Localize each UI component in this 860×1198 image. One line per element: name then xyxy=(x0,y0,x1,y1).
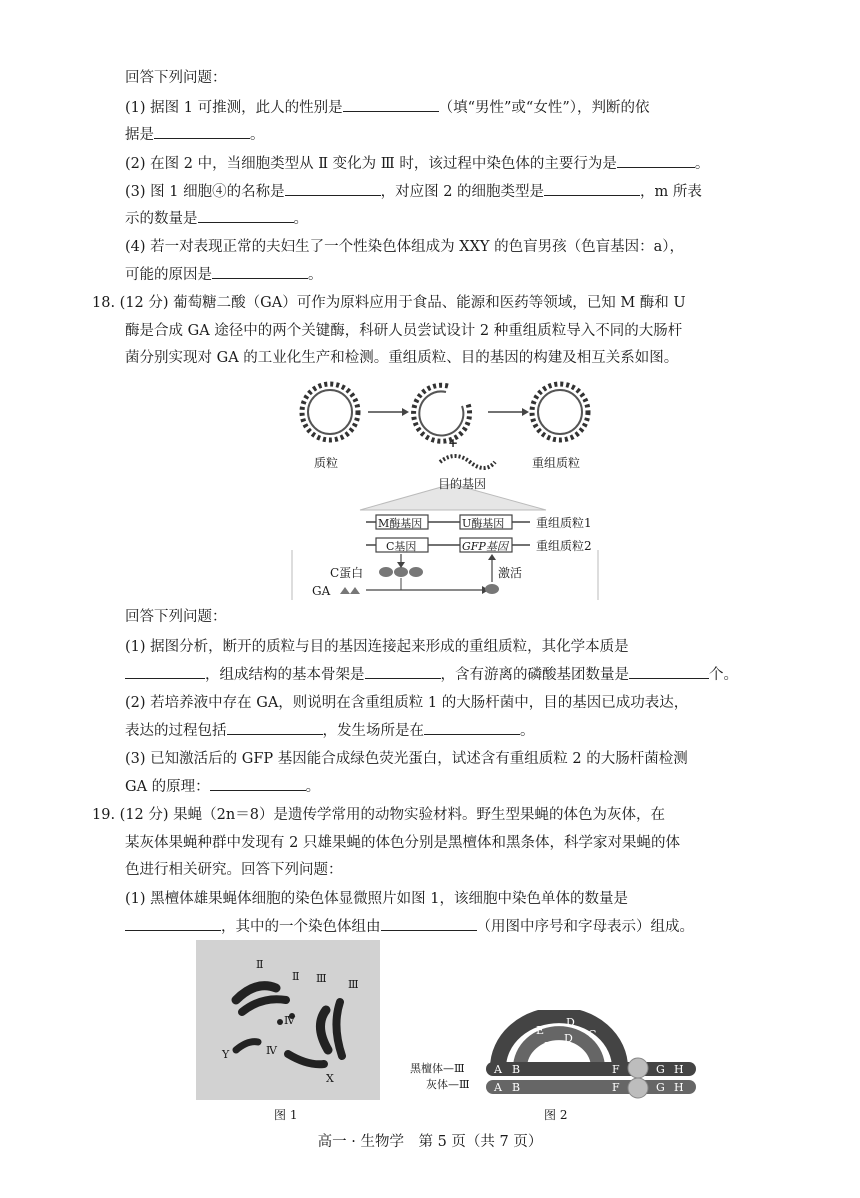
answer-blank[interactable] xyxy=(544,181,640,196)
answer-blank[interactable] xyxy=(210,776,306,791)
answer-blank[interactable] xyxy=(381,916,477,931)
gene-letter: B xyxy=(512,1081,521,1094)
q18-intro: 回答下列问题： xyxy=(125,609,227,625)
answer-blank[interactable] xyxy=(629,664,709,679)
q18-p2-end: 。 xyxy=(520,723,535,739)
q18-p3-end: 。 xyxy=(305,779,321,795)
gene-letter: A xyxy=(494,1081,502,1094)
u-gene-label: U酶基因 xyxy=(462,517,505,530)
q17-p4-end: 。 xyxy=(308,267,323,283)
q18-p1-text-d: 个。 xyxy=(709,667,738,683)
answer-blank[interactable] xyxy=(343,97,439,112)
q18-part3: (3) 已知激活后的 GFP 基因能合成绿色荧光蛋白，试述含有重组质粒 2 的大肠杆菌检测 xyxy=(125,751,688,767)
gene-letter: E xyxy=(536,1024,545,1037)
q17-part1 xyxy=(125,97,650,118)
answer-blank[interactable] xyxy=(125,664,205,679)
q17-p1-text-c: 据是 xyxy=(125,127,154,143)
q18-p1-text-c: ，含有游离的磷酸基团数量是 xyxy=(440,667,629,683)
q17-part2 xyxy=(125,153,709,174)
answer-blank[interactable] xyxy=(365,664,441,679)
chromosome-label: Ⅱ xyxy=(256,958,264,971)
gene-letter: D xyxy=(564,1032,573,1045)
q19-p1-text-c: （用图中序号和字母表示）组成。 xyxy=(476,919,694,935)
q17-p2-end: 。 xyxy=(694,156,710,172)
q19-p1-text-b: ，其中的一个染色体组由 xyxy=(221,919,381,935)
gene-letter: B xyxy=(512,1063,521,1076)
q17-p1-end: 。 xyxy=(250,127,265,143)
q17-part4: (4) 若一对表现正常的夫妇生了一个性染色体组成为 XXY 的色盲男孩（色盲基因：a）， xyxy=(125,239,684,255)
q18-p1-text-b: ，组成结构的基本骨架是 xyxy=(205,667,365,683)
q17-p3-end: 。 xyxy=(293,211,308,227)
page-footer: 高一 · 生物学 第 5 页（共 7 页） xyxy=(317,1134,543,1150)
gene-letter: F xyxy=(612,1081,620,1094)
q17-p3-text-b: ，对应图 2 的细胞类型是 xyxy=(380,184,545,200)
chromosome-label: Y xyxy=(222,1048,230,1061)
gene-letter: D xyxy=(566,1016,575,1029)
q18-part2: (2) 若培养液中存在 GA，则说明在含重组质粒 1 的大肠杆菌中，目的基因已成功表达， xyxy=(125,695,689,711)
q17-p4-text-b: 可能的原因是 xyxy=(125,267,212,283)
q18-figure xyxy=(290,372,610,600)
q17-p1-text-b: （填“男性”或“女性”），判断的依 xyxy=(438,100,650,116)
plasmid-label: 质粒 xyxy=(314,456,339,470)
activate-label: 激活 xyxy=(498,566,523,580)
recombinant-plasmid-icon xyxy=(532,384,588,440)
gene-letter: H xyxy=(674,1081,684,1094)
chromosome-label: X xyxy=(326,1072,334,1085)
gene-letter: G xyxy=(656,1081,665,1094)
answer-blank[interactable] xyxy=(154,124,250,139)
answer-blank[interactable] xyxy=(212,264,308,279)
q18-header-line3: 菌分别实现对 GA 的工业化生产和检测。重组质粒、目的基因的构建及相互关系如图。 xyxy=(125,350,679,366)
target-gene-icon xyxy=(440,456,495,468)
answer-blank[interactable] xyxy=(285,181,381,196)
q18-p2-text-b: 表达的过程包括 xyxy=(125,723,227,739)
q17-part3 xyxy=(125,181,702,202)
q17-part1-cont xyxy=(125,124,265,145)
chromosome-label: Ⅳ xyxy=(284,1014,295,1027)
gene-letter: A xyxy=(494,1063,502,1076)
q19-figure-2 xyxy=(408,1010,708,1105)
answer-blank[interactable] xyxy=(198,208,294,223)
chromosome-label: Ⅳ xyxy=(266,1044,277,1057)
answer-blank[interactable] xyxy=(227,720,323,735)
c-gene-label: C基因 xyxy=(386,540,417,553)
answer-blank[interactable] xyxy=(125,916,221,931)
gene-letter: G xyxy=(656,1063,665,1076)
chromosome-label: Ⅲ xyxy=(316,972,327,985)
m-gene-label: M酶基因 xyxy=(378,517,423,530)
gfp-gene-label: GFP基因 xyxy=(462,540,508,553)
q18-p2-text-c: ，发生场所是在 xyxy=(322,723,424,739)
q19-header-line1: 19. (12 分) 果蝇（2n＝8）是遗传学常用的动物实验材料。野生型果蝇的体色为灰体，在 xyxy=(92,807,665,823)
answer-blank[interactable] xyxy=(424,720,520,735)
plasmid-icon xyxy=(302,384,358,440)
gene-letter: H xyxy=(674,1063,684,1076)
chromosome-label: Ⅱ xyxy=(292,970,300,983)
gray-row-label: 灰体—Ⅲ xyxy=(426,1078,470,1091)
q17-p2-text: (2) 在图 2 中，当细胞类型从 Ⅱ 变化为 Ⅲ 时，该过程中染色体的主要行为是 xyxy=(125,156,617,172)
q17-part4-cont xyxy=(125,264,323,285)
q18-part2-cont xyxy=(125,720,535,741)
q19-header-line3: 色进行相关研究。回答下列问题： xyxy=(125,862,343,878)
q18-part1: (1) 据图分析，断开的质粒与目的基因连接起来形成的重组质粒，其化学本质是 xyxy=(125,639,629,655)
plus-sign: + xyxy=(448,436,459,450)
recombinant-plasmid-label: 重组质粒 xyxy=(532,456,581,470)
q18-header-line1: 18. (12 分) 葡萄糖二酸（GA）可作为原料应用于食品、能源和医药等领域，已知 M 酶和 U xyxy=(92,295,686,311)
gene-letter: F xyxy=(612,1063,620,1076)
q17-p3-text-c: ，m 所表 xyxy=(640,184,702,200)
gene-letter: E xyxy=(544,1040,553,1053)
figure-2-caption: 图 2 xyxy=(544,1108,568,1122)
c-protein-label: C蛋白 xyxy=(330,566,364,580)
q17-p3-text-d: 示的数量是 xyxy=(125,211,198,227)
cut-plasmid-icon xyxy=(414,385,470,441)
ebony-row-label: 黑檀体—Ⅲ xyxy=(410,1062,465,1075)
gene-letter: C xyxy=(588,1028,597,1041)
q17-p3-text-a: (3) 图 1 细胞④的名称是 xyxy=(125,184,285,200)
q17-p1-text-a: (1) 据图 1 可推测，此人的性别是 xyxy=(125,100,343,116)
chromosome-label: Ⅲ xyxy=(348,978,359,991)
q19-part1: (1) 黑檀体雄果蝇体细胞的染色体显微照片如图 1，该细胞中染色单体的数量是 xyxy=(125,891,628,907)
ga-label: GA xyxy=(312,584,331,598)
recombinant-plasmid-1-label: 重组质粒1 xyxy=(536,516,592,530)
q19-header-line2: 某灰体果蝇种群中发现有 2 只雄果蝇的体色分别是黑檀体和黑条体，科学家对果蝇的体 xyxy=(125,835,680,851)
q18-header-line2: 酶是合成 GA 途径中的两个关键酶，科研人员尝试设计 2 种重组质粒导入不同的大肠杆 xyxy=(125,323,683,339)
recombinant-plasmid-2-label: 重组质粒2 xyxy=(536,539,592,553)
target-gene-label: 目的基因 xyxy=(438,477,487,491)
q19-part1-cont xyxy=(125,916,694,937)
q18-p3-text-b: GA 的原理： xyxy=(125,779,210,795)
q18-part1-cont xyxy=(125,664,738,685)
answer-blank[interactable] xyxy=(617,153,695,168)
q17-intro: 回答下列问题： xyxy=(125,70,227,86)
q17-part3-cont xyxy=(125,208,308,229)
q18-part3-cont xyxy=(125,776,320,797)
q19-figure-1 xyxy=(196,940,380,1100)
figure-1-caption: 图 1 xyxy=(274,1108,298,1122)
